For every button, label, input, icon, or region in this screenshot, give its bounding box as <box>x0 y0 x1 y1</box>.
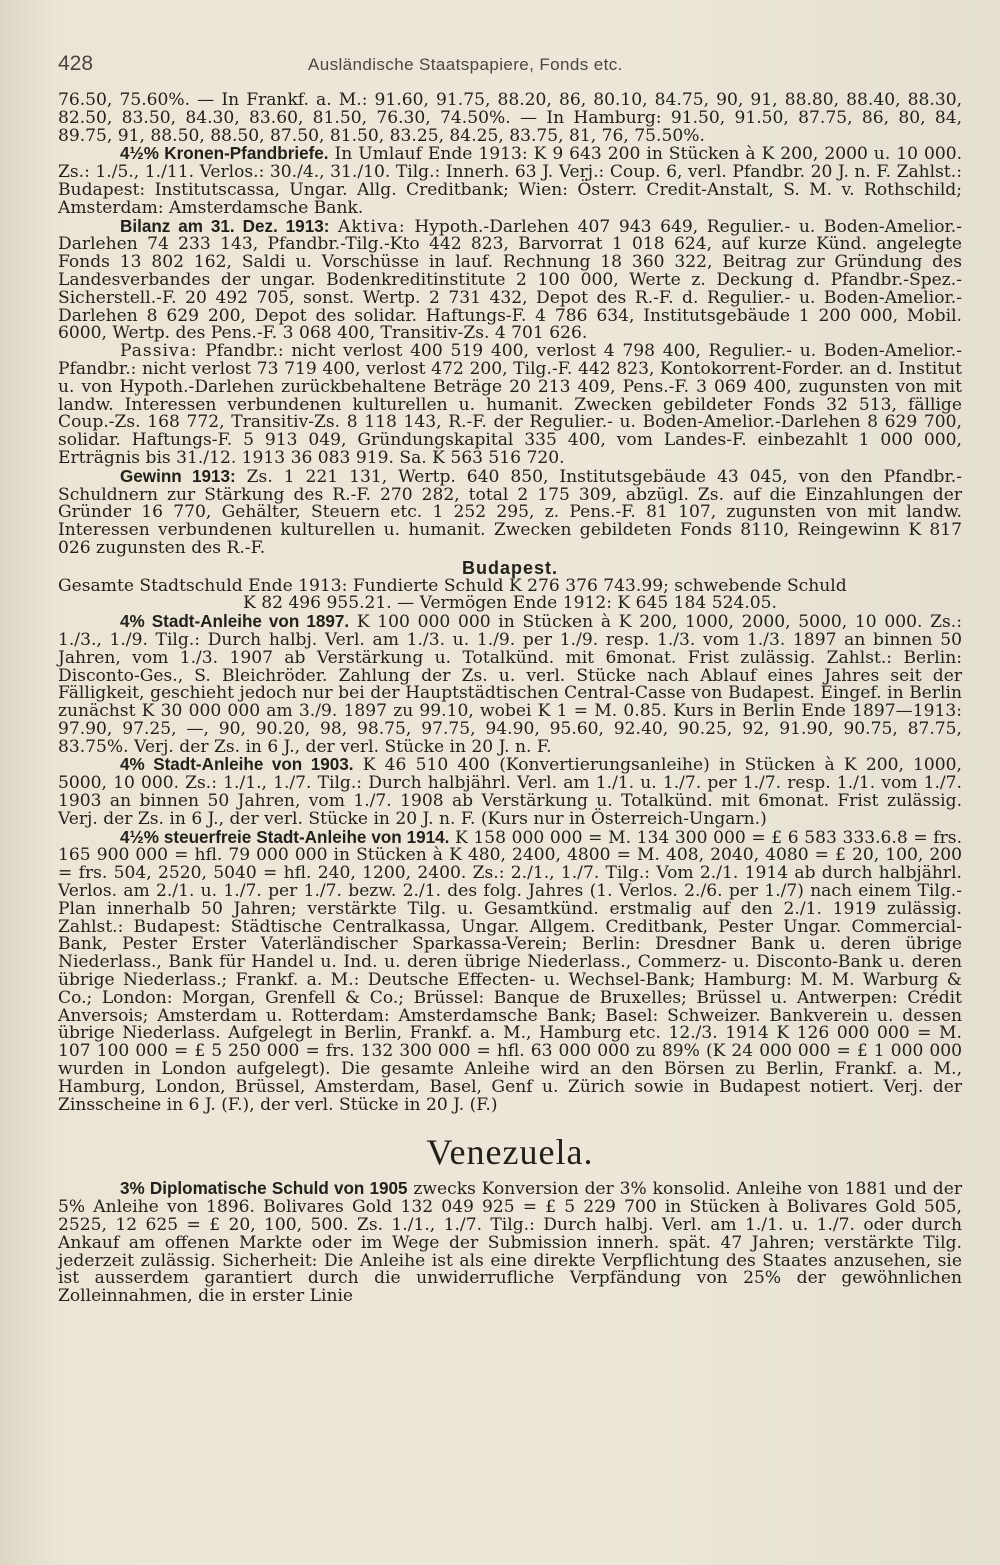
paragraph-bilanz-aktiva <box>58 218 962 344</box>
entry-title: 4% Stadt-Anleihe von 1903. <box>120 755 354 775</box>
entry-text: K 158 000 000 = M. 134 300 000 = £ 6 583 333.6.8 = frs. 165 900 000 = hfl. 79 000 000 in Stücken à K 480, 2400, 4800 = M. 408, 2040, 4080 = £ 20, 100, 200 = frs. 504, 2520, 5040 = hfl. 240, 1200, 2400. Zs.: 2./1., 1./7. Tilg.: Vom 2./1. 1914 ab durch halbjährl. Verlos. am 2./1. u. 1./7. per 1./7. bezw. 2./1. des folg. Jahres (1. Verlos. 2./6. per 1./7) nach einem Tilg.-Plan innerhalb 50 Jahren; verstärkte Tilg. u. Gesamtkünd. erstmalig auf den 2./1. 1919 zulässig. Zahlst.: Budapest: Städtische Centralkassa, Ungar. Allgem. Creditbank, Pester Ungar. Commercial-Bank, Pester Erster Vaterländischer Sparkassa-Verein; Berlin: Dresdner Bank u. deren übrige Niederlass., Bank für Handel u. Ind. u. deren übrige Niederlass., Commerz- u. Disconto-Bank u. deren übrige Niederlass.; Frankf. a. M.: Deutsche Effecten- u. Wechsel-Bank; Hamburg: M. M. Warburg & Co.; London: Morgan, Grenfell & Co.; Brüssel: Banque de Bruxelles; Brüssel u. Antwerpen: Crédit Anversois; Amsterdam u. Rotterdam: Amsterdamsche Bank; Basel: Schweizer. Bankverein u. dessen übrige Niederlass. Aufgelegt in Berlin, Frankf. a. M., Hamburg etc. 12./3. 1914 K 126 000 000 = M. 107 100 000 = £ 5 250 000 = frs. 132 300 000 = hfl. 63 000 000 zu 89% (K 24 000 000 = £ 1 000 000 wurden in London aufgelegt). Die gesamte Anleihe wird an den Börsen zu Berlin, Frankf. a. M., Hamburg, London, Brüssel, Amsterdam, Basel, Genf u. Zürich sowie in Budapest notiert. Verj. der Zinsscheine in 6 J. (F.), der verl. Stücke in 20 J. (F.) <box>58 827 962 1115</box>
paragraph-kronen-pfandbriefe <box>58 145 962 217</box>
country-heading-venezuela: Venezuela. <box>426 1132 594 1173</box>
entry-label: Aktiva: <box>338 216 406 237</box>
paragraph-loan-1903 <box>58 756 962 828</box>
entry-text: Pfandbr.: nicht verlost 400 519 400, verlost 4 798 400, Regulier.- u. Boden-Amelior.-Pfandbr.: nicht verlost 73 719 400, verlost 472 200, Tilg.-F. 442 823, Kontokorrent-Forder. an d. Institut u. von Hypoth.-Darlehen zurückbehaltene Beträge 20 213 409, Pens.-F. 3 069 400, zugunsten von mit landw. Interessen verbundenen kulturellen u. humanit. Zwecken gebildeter Fonds 32 513, fällige Coup.-Zs. 168 772, Transitiv-Zs. 8 118 143, R.-F. der Regulier.- u. Boden-Amelior.-Darlehen 8 629 700, solidar. Haftungs-F. 5 913 049, Gründungskapital 335 400, vom Landes-F. einbezahlt 1 000 000, Erträgnis bis 31./12. 1913 36 083 919. Sa. K 563 516 720. <box>58 341 962 468</box>
entry-text: K 100 000 000 in Stücken à K 200, 1000, 2000, 5000, 10 000. Zs.: 1./3., 1./9. Tilg.: Durch halbj. Verl. am 1./3. u. 1./9. per 1./9. resp. 1./3. vom 1./3. 1897 an binnen 50 Jahren, vom 1./3. 1907 ab Verstärkung u. Totalkünd. mit 6monat. Frist zulässig. Zahlst.: Berlin: Disconto-Ges., S. Bleichröder. Zahlung der Zs. u. verl. Stücke nach Ablauf eines Jahres seit der Fälligkeit, geschieht jedoch nur bei der Hauptstädtischen Central-Casse von Budapest. Eingef. in Berlin zunächst K 30 000 000 am 3./9. 1897 zu 99.10, wobei K 1 = M. 0.85. Kurs in Berlin Ende 1897—1913: 97.90, 97.25, —, 90, 90.20, 98, 98.75, 97.75, 94.90, 95.60, 92.40, 90.25, 92, 91.90, 90.75, 87.75, 83.75%. Verj. der Zs. in 6 J., der verl. Stücke in 20 J. n. F. <box>58 612 962 757</box>
paragraph-budapest-intro-1: Gesamte Stadtschuld Ende 1913: Fundierte Schuld K 276 376 743.99; schwebende Schuld <box>58 575 847 596</box>
entry-text: Zs. 1 221 131, Wertp. 640 850, Institutsgebäude 43 045, von den Pfandbr.-Schuldnern zur Stärkung des R.-F. 270 282, total 2 175 309, abzügl. Zs. auf die Einzahlungen der Gründer 16 770, Gehälter, Steuern etc. 1 252 295, z. Pens.-F. 81 107, zugunsten von mit landw. Interessen verbundenen kulturellen u. humanit. Zwecken gebildeten Fonds 8110, Reingewinn K 817 026 zugunsten des R.-F. <box>58 466 962 558</box>
page-body <box>58 92 962 1306</box>
entry-text: K 46 510 400 (Konvertierungsanleihe) in Stücken à K 200, 1000, 5000, 10 000. Zs.: 1./1., 1./7. Tilg.: Durch halbjährl. Verl. am 1./1. u. 1./7. per 1./7. resp. 1./1. vom 1./7. 1903 an binnen 50 Jahren, vom 1./7. 1908 ab Verstärkung u. Totalkünd. mit 6monat. Frist zulässig. Verj. der Zs. in 6 J., der verl. Stücke in 20 J. n. F. (Kurs nur in Österreich-Ungarn.) <box>58 755 962 829</box>
page-number: 428 <box>58 52 94 75</box>
paragraph-budapest-intro-2: K 82 496 955.21. — Vermögen Ende 1912: K 645 184 524.05. <box>243 593 777 614</box>
paragraph-passiva <box>58 343 962 468</box>
entry-title: 3% Diplomatische Schuld von 1905 <box>120 1179 408 1199</box>
running-head: Ausländische Staatspapiere, Fonds etc. <box>308 55 623 74</box>
entry-text: In Umlauf Ende 1913: K 9 643 200 in Stücken à K 200, 2000 u. 10 000. Zs.: 1./5., 1./11. Verlos.: 30./4., 31./10. Tilg.: Innerh. 63 J. Verj.: Coup. 6, verl. Pfandbr. 20 J. n. F. Zahlst.: Budapest: Institutscassa, Ungar. Allg. Creditbank; Wien: Österr. Credit-Anstalt, S. M. v. Rothschild; Amsterdam: Amsterdamsche Bank. <box>58 144 963 218</box>
entry-title: Gewinn 1913: <box>120 466 236 486</box>
entry-text: Hypoth.-Darlehen 407 943 649, Regulier.- u. Boden-Amelior.-Darlehen 74 233 143, Pfandbr.-Tilg.-Kto 442 823, Barvorrat 1 018 624, auf kurze Künd. angelegte Fonds 13 802 162, Saldi u. Vorschüsse in lauf. Rechnung 18 360 322, Beitrag zur Gründung des Landesverbandes der ungar. Bodenkreditinstitute 2 100 000, Werte z. Deckung d. Pfandbr.-Spez.-Sicherstell.-F. 20 492 705, sonst. Wertp. 2 731 432, Depot des R.-F. d. Regulier.- u. Boden-Amelior.-Darlehen 8 629 200, Depot des solidar. Haftungs-F. 4 786 634, Institutsgebäude 1 200 000, Mobil. 6000, Wertp. des Pens.-F. 3 068 400, Transitiv-Zs. 4 701 626. <box>58 216 963 344</box>
entry-label: Passiva: <box>120 341 198 362</box>
page-header <box>58 52 962 92</box>
paragraph-loan-1914 <box>58 829 962 1115</box>
paragraph-loan-1897 <box>58 613 962 756</box>
entry-title: 4½% steuerfreie Stadt-Anleihe von 1914. <box>120 827 450 847</box>
section-heading-budapest: Budapest. <box>461 557 558 578</box>
entry-text: zwecks Konversion der 3% konsolid. Anleihe von 1881 und der 5% Anleihe von 1896. Bolivares Gold 132 049 925 = £ 5 229 700 in Stücken à Bolivares Gold 505, 2525, 12 625 = £ 20, 100, 500. Zs. 1./1., 1./7. Tilg.: Durch halbj. Verl. am 1./1. u. 1./7. oder durch Ankauf am offenen Markte oder im Wege der Submission innerh. spät. 47 Jahren; verstärkte Tilg. jederzeit zulässig. Sicherheit: Die Anleihe ist als eine direkte Verpflichtung des Staates anzusehen, sie ist ausserdem garantiert durch die unwiderrufliche Verpfändung von 25% der gewöhnlichen Zolleinnahmen, die in erster Linie <box>58 1179 963 1307</box>
paragraph-diplomatische-schuld <box>58 1180 962 1306</box>
entry-title: Bilanz am 31. Dez. 1913: <box>120 216 330 236</box>
entry-title: 4% Stadt-Anleihe von 1897. <box>120 612 350 632</box>
entry-title: 4½% Kronen-Pfandbriefe. <box>120 144 329 164</box>
paragraph-price-quotes: 76.50, 75.60%. — In Frankf. a. M.: 91.60, 91.75, 88.20, 86, 80.10, 84.75, 90, 91, 88.80, 88.40, 88.30, 82.50, 83.50, 84.30, 83.60, 81.50, 76.30, 74.50%. — In Hamburg: 91.50, 91.50, 87.75, 86, 80, 84, 89.75, 91, 88.50, 88.50, 87.50, 81.50, 83.25, 84.25, 83.75, 81, 76, 75.50%. <box>58 90 962 146</box>
paragraph-gewinn <box>58 468 962 558</box>
